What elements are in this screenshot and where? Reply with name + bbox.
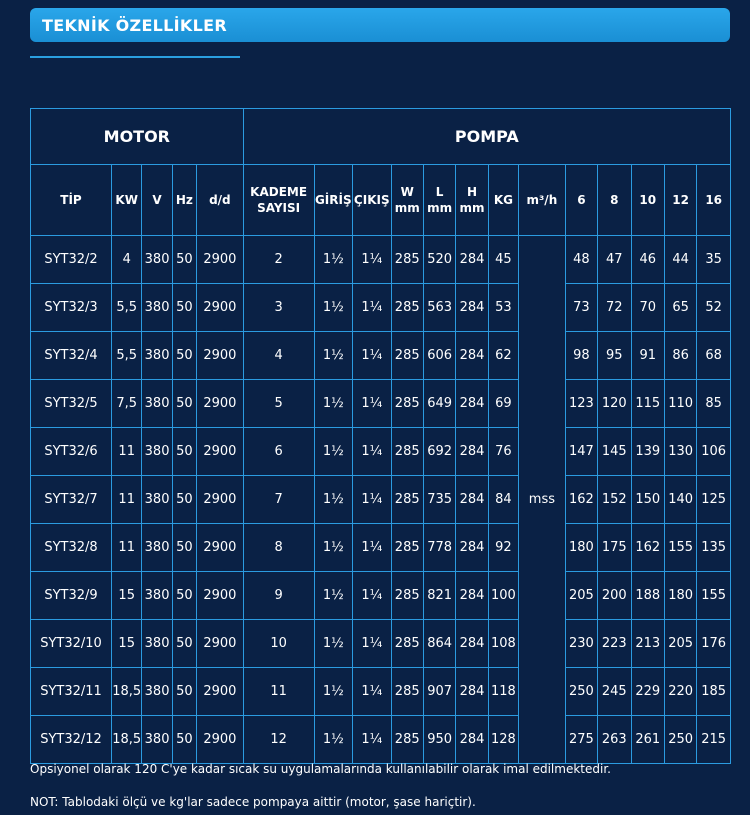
cell-f10: 188 — [631, 572, 664, 620]
cell-cikis: 1¼ — [353, 620, 391, 668]
cell-kademe: 12 — [243, 716, 314, 764]
cell-f6: 250 — [565, 668, 597, 716]
cell-f10: 115 — [631, 380, 664, 428]
cell-f12: 220 — [664, 668, 696, 716]
cell-f6: 123 — [565, 380, 597, 428]
column-header-row — [31, 165, 731, 236]
cell-giris: 1½ — [314, 524, 352, 572]
cell-f8: 175 — [598, 524, 631, 572]
cell-f12: 110 — [664, 380, 696, 428]
cell-hz: 50 — [172, 236, 196, 284]
cell-kg: 128 — [488, 716, 518, 764]
cell-tip: SYT32/3 — [31, 284, 112, 332]
cell-h: 284 — [456, 668, 488, 716]
cell-f12: 205 — [664, 620, 696, 668]
col-l — [423, 165, 455, 236]
cell-giris: 1½ — [314, 668, 352, 716]
cell-f16: 68 — [697, 332, 731, 380]
cell-f8: 263 — [598, 716, 631, 764]
cell-hz: 50 — [172, 476, 196, 524]
col-tip: TİP — [31, 165, 112, 236]
cell-f12: 44 — [664, 236, 696, 284]
table-row — [31, 716, 731, 764]
cell-dd: 2900 — [197, 332, 244, 380]
cell-w: 285 — [391, 380, 423, 428]
cell-dd: 2900 — [197, 428, 244, 476]
cell-v: 380 — [142, 524, 172, 572]
cell-f8: 152 — [598, 476, 631, 524]
cell-cikis: 1¼ — [353, 332, 391, 380]
motor-group-header: MOTOR — [31, 109, 244, 165]
cell-w: 285 — [391, 284, 423, 332]
cell-cikis: 1¼ — [353, 428, 391, 476]
col-kg: KG — [488, 165, 518, 236]
cell-kg: 62 — [488, 332, 518, 380]
cell-kw: 5,5 — [112, 284, 142, 332]
cell-f6: 73 — [565, 284, 597, 332]
cell-v: 380 — [142, 380, 172, 428]
cell-kw: 5,5 — [112, 332, 142, 380]
col-l-label: L — [435, 185, 444, 199]
cell-kg: 69 — [488, 380, 518, 428]
cell-f8: 47 — [598, 236, 631, 284]
cell-kademe: 4 — [243, 332, 314, 380]
cell-f8: 145 — [598, 428, 631, 476]
cell-f12: 155 — [664, 524, 696, 572]
cell-v: 380 — [142, 476, 172, 524]
col-w — [391, 165, 423, 236]
cell-l: 907 — [423, 668, 455, 716]
col-h-unit: mm — [459, 201, 485, 215]
cell-tip: SYT32/9 — [31, 572, 112, 620]
cell-v: 380 — [142, 620, 172, 668]
cell-f16: 106 — [697, 428, 731, 476]
col-flow: m³/h — [519, 165, 566, 236]
cell-f16: 155 — [697, 572, 731, 620]
cell-f10: 162 — [631, 524, 664, 572]
cell-v: 380 — [142, 236, 172, 284]
cell-w: 285 — [391, 716, 423, 764]
spec-table-body — [31, 236, 731, 764]
table-row — [31, 284, 731, 332]
cell-kademe: 8 — [243, 524, 314, 572]
cell-l: 563 — [423, 284, 455, 332]
col-v: V — [142, 165, 172, 236]
table-row — [31, 524, 731, 572]
cell-h: 284 — [456, 284, 488, 332]
col-kademe-line2: SAYISI — [257, 201, 301, 215]
cell-f12: 86 — [664, 332, 696, 380]
cell-kademe: 2 — [243, 236, 314, 284]
cell-w: 285 — [391, 572, 423, 620]
cell-h: 284 — [456, 524, 488, 572]
cell-l: 821 — [423, 572, 455, 620]
cell-cikis: 1¼ — [353, 524, 391, 572]
cell-tip: SYT32/8 — [31, 524, 112, 572]
cell-f8: 200 — [598, 572, 631, 620]
cell-dd: 2900 — [197, 716, 244, 764]
cell-kw: 15 — [112, 572, 142, 620]
col-kademe — [243, 165, 314, 236]
cell-kg: 76 — [488, 428, 518, 476]
cell-kg: 118 — [488, 668, 518, 716]
cell-cikis: 1¼ — [353, 284, 391, 332]
cell-f16: 176 — [697, 620, 731, 668]
cell-kademe: 11 — [243, 668, 314, 716]
cell-kw: 7,5 — [112, 380, 142, 428]
cell-f16: 35 — [697, 236, 731, 284]
cell-l: 778 — [423, 524, 455, 572]
cell-f6: 98 — [565, 332, 597, 380]
col-cikis: ÇIKIŞ — [353, 165, 391, 236]
cell-kg: 108 — [488, 620, 518, 668]
col-f12: 12 — [664, 165, 696, 236]
cell-f10: 261 — [631, 716, 664, 764]
cell-dd: 2900 — [197, 380, 244, 428]
cell-kw: 11 — [112, 476, 142, 524]
cell-w: 285 — [391, 524, 423, 572]
cell-dd: 2900 — [197, 668, 244, 716]
cell-dd: 2900 — [197, 620, 244, 668]
cell-kg: 45 — [488, 236, 518, 284]
cell-kw: 4 — [112, 236, 142, 284]
cell-f12: 250 — [664, 716, 696, 764]
cell-l: 692 — [423, 428, 455, 476]
cell-kw: 18,5 — [112, 716, 142, 764]
cell-tip: SYT32/10 — [31, 620, 112, 668]
cell-f6: 230 — [565, 620, 597, 668]
cell-f8: 95 — [598, 332, 631, 380]
cell-f16: 85 — [697, 380, 731, 428]
cell-f6: 275 — [565, 716, 597, 764]
optional-note: Opsiyonel olarak 120 C'ye kadar sıcak su uygulamalarında kullanılabilir olarak imal edilmektedir. — [30, 762, 611, 776]
cell-l: 649 — [423, 380, 455, 428]
section-title: TEKNİK ÖZELLİKLER — [42, 15, 227, 35]
cell-l: 606 — [423, 332, 455, 380]
cell-f12: 130 — [664, 428, 696, 476]
cell-v: 380 — [142, 332, 172, 380]
cell-v: 380 — [142, 428, 172, 476]
cell-cikis: 1¼ — [353, 236, 391, 284]
col-w-unit: mm — [394, 201, 420, 215]
cell-h: 284 — [456, 428, 488, 476]
cell-tip: SYT32/2 — [31, 236, 112, 284]
cell-w: 285 — [391, 236, 423, 284]
pompa-group-header: POMPA — [243, 109, 730, 165]
cell-giris: 1½ — [314, 476, 352, 524]
cell-hz: 50 — [172, 716, 196, 764]
section-title-bar — [30, 8, 730, 42]
cell-kademe: 7 — [243, 476, 314, 524]
disclaimer-note: NOT: Tablodaki ölçü ve kg'lar sadece pompaya aittir (motor, şase hariçtir). — [30, 795, 476, 809]
cell-w: 285 — [391, 668, 423, 716]
table-row — [31, 236, 731, 284]
cell-f10: 70 — [631, 284, 664, 332]
cell-f8: 223 — [598, 620, 631, 668]
cell-kademe: 5 — [243, 380, 314, 428]
spec-table — [30, 108, 731, 764]
col-dd: d/d — [197, 165, 244, 236]
col-kw: KW — [112, 165, 142, 236]
cell-cikis: 1¼ — [353, 476, 391, 524]
col-f6: 6 — [565, 165, 597, 236]
cell-hz: 50 — [172, 524, 196, 572]
cell-giris: 1½ — [314, 380, 352, 428]
cell-f12: 140 — [664, 476, 696, 524]
cell-hz: 50 — [172, 572, 196, 620]
cell-kademe: 9 — [243, 572, 314, 620]
cell-hz: 50 — [172, 620, 196, 668]
cell-tip: SYT32/4 — [31, 332, 112, 380]
cell-w: 285 — [391, 428, 423, 476]
cell-kademe: 6 — [243, 428, 314, 476]
cell-f8: 72 — [598, 284, 631, 332]
cell-h: 284 — [456, 716, 488, 764]
cell-w: 285 — [391, 476, 423, 524]
col-hz: Hz — [172, 165, 196, 236]
cell-dd: 2900 — [197, 236, 244, 284]
col-kademe-line1: KADEME — [250, 185, 308, 199]
cell-f16: 185 — [697, 668, 731, 716]
cell-f12: 65 — [664, 284, 696, 332]
cell-kg: 92 — [488, 524, 518, 572]
cell-dd: 2900 — [197, 284, 244, 332]
col-giris: GİRİŞ — [314, 165, 352, 236]
cell-dd: 2900 — [197, 524, 244, 572]
cell-h: 284 — [456, 380, 488, 428]
table-row — [31, 476, 731, 524]
cell-giris: 1½ — [314, 284, 352, 332]
table-row — [31, 332, 731, 380]
cell-f16: 215 — [697, 716, 731, 764]
cell-f10: 139 — [631, 428, 664, 476]
col-f10: 10 — [631, 165, 664, 236]
cell-kg: 53 — [488, 284, 518, 332]
cell-tip: SYT32/12 — [31, 716, 112, 764]
col-h — [456, 165, 488, 236]
cell-kw: 11 — [112, 428, 142, 476]
cell-kw: 15 — [112, 620, 142, 668]
col-w-label: W — [400, 185, 414, 199]
cell-f8: 120 — [598, 380, 631, 428]
title-underline — [30, 56, 240, 58]
col-f16: 16 — [697, 165, 731, 236]
cell-f16: 135 — [697, 524, 731, 572]
cell-giris: 1½ — [314, 332, 352, 380]
cell-w: 285 — [391, 620, 423, 668]
cell-giris: 1½ — [314, 236, 352, 284]
cell-h: 284 — [456, 476, 488, 524]
cell-tip: SYT32/11 — [31, 668, 112, 716]
cell-h: 284 — [456, 572, 488, 620]
cell-kg: 84 — [488, 476, 518, 524]
cell-f6: 205 — [565, 572, 597, 620]
cell-kw: 11 — [112, 524, 142, 572]
cell-kademe: 3 — [243, 284, 314, 332]
cell-f10: 46 — [631, 236, 664, 284]
cell-h: 284 — [456, 236, 488, 284]
cell-f10: 229 — [631, 668, 664, 716]
table-row — [31, 428, 731, 476]
cell-f10: 91 — [631, 332, 664, 380]
cell-f10: 150 — [631, 476, 664, 524]
cell-giris: 1½ — [314, 572, 352, 620]
cell-hz: 50 — [172, 380, 196, 428]
cell-tip: SYT32/6 — [31, 428, 112, 476]
cell-kademe: 10 — [243, 620, 314, 668]
cell-hz: 50 — [172, 332, 196, 380]
cell-giris: 1½ — [314, 620, 352, 668]
col-f8: 8 — [598, 165, 631, 236]
col-l-unit: mm — [427, 201, 453, 215]
cell-l: 864 — [423, 620, 455, 668]
cell-h: 284 — [456, 332, 488, 380]
cell-l: 735 — [423, 476, 455, 524]
cell-l: 950 — [423, 716, 455, 764]
cell-giris: 1½ — [314, 716, 352, 764]
cell-f6: 180 — [565, 524, 597, 572]
cell-v: 380 — [142, 572, 172, 620]
cell-dd: 2900 — [197, 572, 244, 620]
cell-f8: 245 — [598, 668, 631, 716]
cell-v: 380 — [142, 668, 172, 716]
cell-kw: 18,5 — [112, 668, 142, 716]
cell-giris: 1½ — [314, 428, 352, 476]
cell-cikis: 1¼ — [353, 668, 391, 716]
cell-f16: 52 — [697, 284, 731, 332]
table-row — [31, 668, 731, 716]
group-header-row — [31, 109, 731, 165]
cell-hz: 50 — [172, 428, 196, 476]
table-row — [31, 380, 731, 428]
cell-f6: 162 — [565, 476, 597, 524]
cell-l: 520 — [423, 236, 455, 284]
table-row — [31, 620, 731, 668]
cell-f12: 180 — [664, 572, 696, 620]
cell-w: 285 — [391, 332, 423, 380]
cell-v: 380 — [142, 716, 172, 764]
cell-f6: 147 — [565, 428, 597, 476]
cell-cikis: 1¼ — [353, 380, 391, 428]
cell-f6: 48 — [565, 236, 597, 284]
cell-dd: 2900 — [197, 476, 244, 524]
cell-h: 284 — [456, 620, 488, 668]
cell-tip: SYT32/7 — [31, 476, 112, 524]
cell-cikis: 1¼ — [353, 716, 391, 764]
cell-hz: 50 — [172, 668, 196, 716]
cell-mss: mss — [519, 236, 566, 764]
cell-cikis: 1¼ — [353, 572, 391, 620]
cell-f10: 213 — [631, 620, 664, 668]
cell-hz: 50 — [172, 284, 196, 332]
cell-kg: 100 — [488, 572, 518, 620]
cell-v: 380 — [142, 284, 172, 332]
table-row — [31, 572, 731, 620]
cell-tip: SYT32/5 — [31, 380, 112, 428]
col-h-label: H — [467, 185, 478, 199]
cell-f16: 125 — [697, 476, 731, 524]
